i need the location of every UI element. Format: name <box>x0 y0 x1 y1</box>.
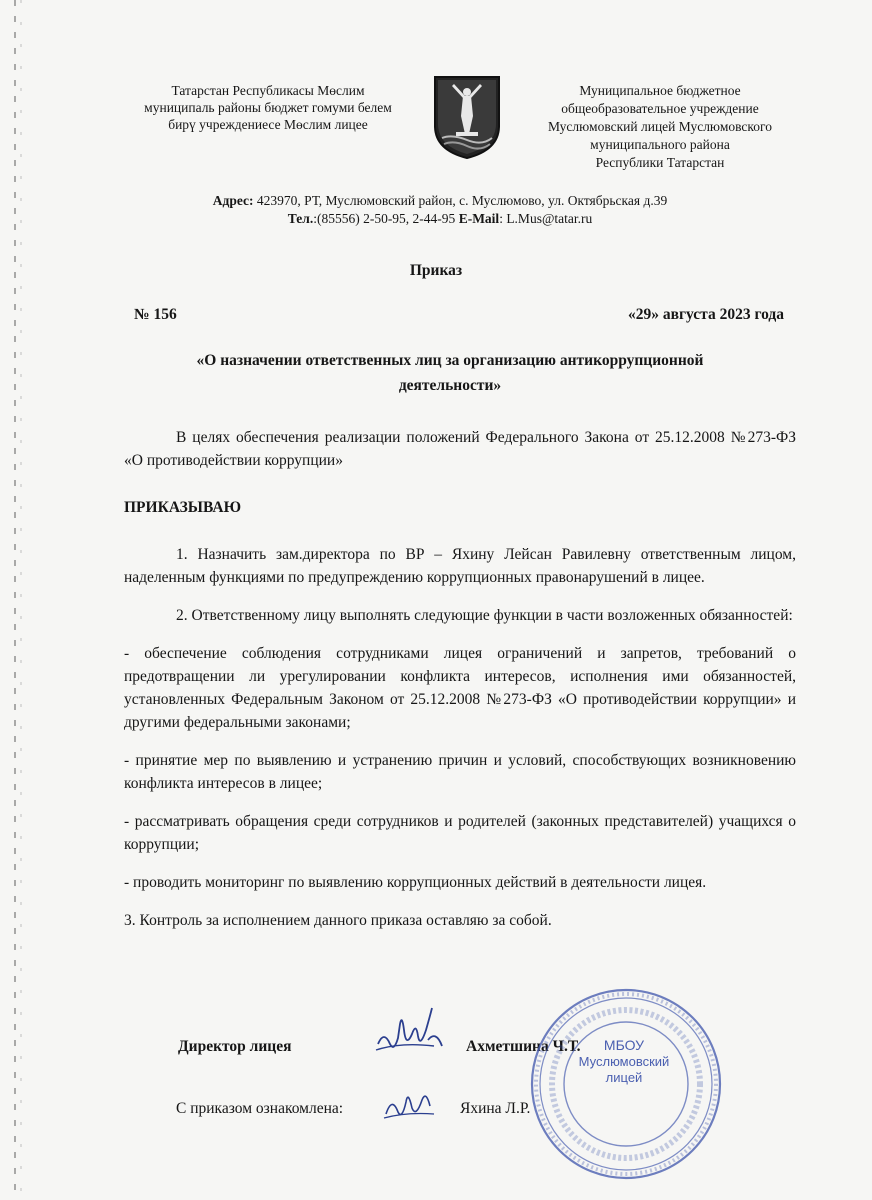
header-right-line: муниципального района <box>590 137 730 152</box>
email-value: : L.Mus@tatar.ru <box>499 211 593 226</box>
address-label: Адрес: <box>212 193 254 208</box>
header-tatar-block <box>118 82 418 133</box>
address-value: 423970, РТ, Муслюмовский район, с. Муслюмово, ул. Октябрьская д.39 <box>253 193 668 208</box>
header-right-line: Муслюмовский лицей Муслюмовского <box>547 119 772 134</box>
duty-bullet: - обеспечение соблюдения сотрудниками лицея ограничений и запретов, требований о предотвращении ли урегулировании конфликта интересов, исполнения ими обязанностей, установленных Федеральным Законом от 25.12.2008 №273-ФЗ «О противодействии коррупции» и другими федеральными законами; <box>124 645 796 731</box>
phone-label: Тел. <box>287 211 314 226</box>
order-subject <box>150 348 750 398</box>
email-label: E-Mail <box>458 211 500 226</box>
director-signature <box>370 1000 450 1068</box>
subject-line: «О назначении ответственных лиц за организацию антикоррупционной <box>196 352 704 369</box>
stamp-line: МБОУ <box>603 1037 645 1053</box>
duty-bullet: - принятие мер по выявлению и устранению причин и условий, способствующих возникновению конфликта интересов в лицее; <box>124 752 796 792</box>
director-name: Ахметшина Ч.Т. <box>466 1038 581 1055</box>
order-item-3: 3. Контроль за исполнением данного приказа оставляю за собой. <box>124 912 552 929</box>
phone-value: :(85556) 2-50-95, 2-44-95 <box>313 211 459 226</box>
header-right-line: общеобразовательное учреждение <box>561 101 759 116</box>
acquainted-label: С приказом ознакомлена: <box>176 1100 344 1117</box>
document-body <box>124 426 796 932</box>
order-item-2: 2. Ответственному лицу выполнять следующие функции в части возложенных обязанностей: <box>176 607 793 624</box>
preamble: В целях обеспечения реализации положений Федерального Закона от 25.12.2008 №273-ФЗ «О противодействии коррупции» <box>124 429 796 469</box>
document-title: Приказ <box>409 262 463 279</box>
scan-edge-artifact-secondary <box>20 0 22 1200</box>
subject-line: деятельности» <box>398 377 502 394</box>
address-line <box>110 192 770 210</box>
duty-bullet: - рассматривать обращения среди сотрудников и родителей (законных представителей) учащихся о коррупции; <box>124 813 796 853</box>
order-number: № 156 <box>134 306 177 323</box>
order-date: «29» августа 2023 года <box>627 306 784 323</box>
scan-edge-artifact <box>14 0 16 1200</box>
phone-email-line <box>110 210 770 228</box>
header-left-line: Татарстан Республикасы Мөслим <box>171 83 365 98</box>
coat-of-arms-icon <box>432 74 502 160</box>
header-left-line: муниципаль районы бюджет гомуми белем <box>144 100 392 115</box>
order-item-1: 1. Назначить зам.директора по ВР – Яхину Лейсан Равилевну ответственным лицом, наделенным функциями по предупреждению коррупционных правонарушений в лицее. <box>124 546 796 586</box>
order-keyword: ПРИКАЗЫВАЮ <box>124 499 242 516</box>
director-label: Директор лицея <box>178 1038 292 1055</box>
header-right-line: Муниципальное бюджетное <box>579 83 741 98</box>
duty-bullet: - проводить мониторинг по выявлению коррупционных действий в деятельности лицея. <box>124 874 707 891</box>
stamp-label <box>574 1036 674 1086</box>
acquainted-signature <box>380 1078 440 1126</box>
acquainted-name: Яхина Л.Р. <box>460 1100 531 1117</box>
header-russian-block <box>520 82 800 172</box>
header-left-line: бирү учреждениесе Мөслим лицее <box>168 117 368 132</box>
stamp-line: лицей <box>605 1070 643 1085</box>
header-right-line: Республики Татарстан <box>595 155 725 170</box>
stamp-line: Муслюмовский <box>578 1054 670 1069</box>
contact-block <box>110 192 770 228</box>
